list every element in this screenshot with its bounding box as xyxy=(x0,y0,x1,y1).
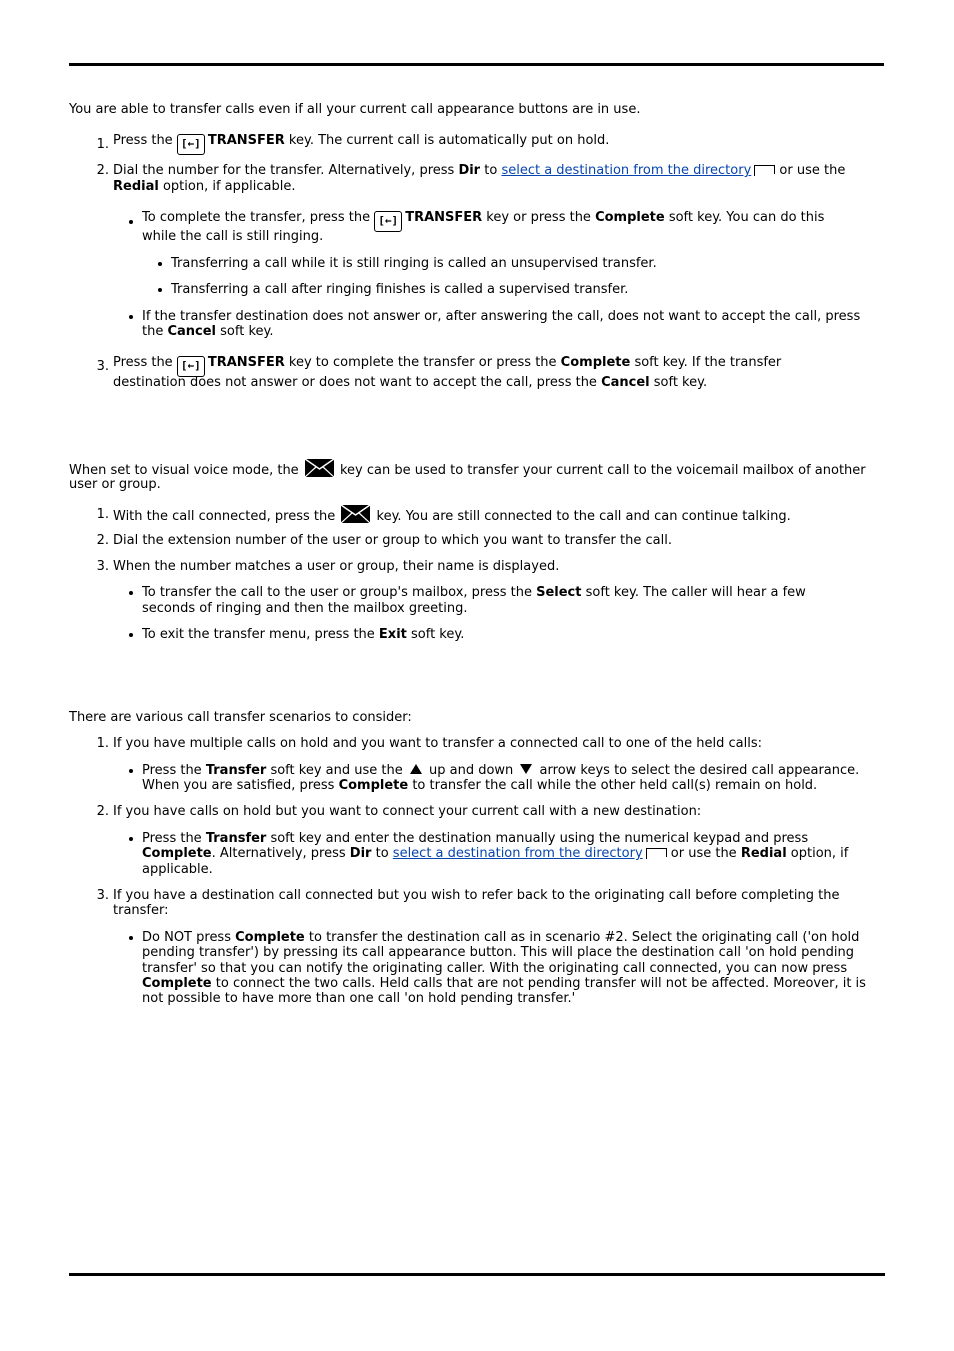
s1-step3: Press the [←] TRANSFER key to complete the transfer or press the Complete soft key. If the transfer xyxy=(113,355,781,377)
s1-bullet2: If the transfer destination does not answer or, after answering the call, does not want to accept the call, press xyxy=(142,309,861,324)
s3-item3-bullet-line2: pending transfer') by pressing its call appearance button. This will place the destination call 'on hold pending xyxy=(142,945,854,960)
bullet xyxy=(129,315,133,319)
bullet xyxy=(129,633,133,637)
message-key-icon xyxy=(305,459,334,477)
down-arrow-icon xyxy=(520,764,532,774)
bullet xyxy=(129,837,133,841)
s1-intro: You are able to transfer calls even if all your current call appearance buttons are in use. xyxy=(69,102,641,117)
message-key-icon xyxy=(341,505,370,523)
s3-item1: If you have multiple calls on hold and you want to transfer a connected call to one of the held calls: xyxy=(113,736,763,751)
s3-item1-bullet: Press the Transfer soft key and use the up and down arrow keys to select the desired call appearance. xyxy=(142,763,860,778)
transfer-key-icon: [←] xyxy=(177,356,205,377)
bullet xyxy=(158,262,162,266)
s3-item3-bullet: Do NOT press Complete to transfer the destination call as in scenario #2. Select the originating call ('on hold xyxy=(142,930,860,945)
up-arrow-icon xyxy=(410,764,422,774)
s1-step2-line2: Redial option, if applicable. xyxy=(113,179,296,194)
transfer-key-icon: [←] xyxy=(374,211,402,232)
s2-step1-number: 1. xyxy=(96,507,109,522)
s1-step3-line2: destination does not answer or does not want to accept the call, press the Cancel soft key. xyxy=(113,375,708,390)
bullet xyxy=(129,591,133,595)
s1-subbullet2: Transferring a call after ringing finishes is called a supervised transfer. xyxy=(171,282,629,297)
s3-item2-bullet-line3: applicable. xyxy=(142,862,213,877)
bullet xyxy=(129,220,133,224)
s1-subbullet1: Transferring a call while it is still ringing is called an unsupervised transfer. xyxy=(171,256,657,271)
s3-item2: If you have calls on hold but you want to connect your current call with a new destination: xyxy=(113,804,702,819)
s2-intro: When set to visual voice mode, the key can be used to transfer your current call to the voicemail mailbox of another xyxy=(69,459,866,479)
s1-step2-number: 2. xyxy=(96,163,109,178)
s2-step2-number: 2. xyxy=(96,533,109,548)
popup-marker-icon xyxy=(646,848,667,859)
s3-item2-bullet-line2: Complete. Alternatively, press Dir to select a destination from the directory or use the Redial option, if xyxy=(142,846,849,861)
s2-step3-number: 3. xyxy=(96,559,109,574)
s3-item3-number: 3. xyxy=(96,888,109,903)
s2-bullet1-line2: seconds of ringing and then the mailbox greeting. xyxy=(142,601,468,616)
header-rule xyxy=(69,63,884,66)
s3-intro: There are various call transfer scenarios to consider: xyxy=(69,710,412,725)
s2-bullet1: To transfer the call to the user or group's mailbox, press the Select soft key. The caller will hear a few xyxy=(142,585,806,600)
s3-item2-number: 2. xyxy=(96,804,109,819)
popup-marker-icon xyxy=(754,165,775,176)
s3-item3-bullet-line4: Complete to connect the two calls. Held calls that are not pending transfer will not be affected. Moreover, it is xyxy=(142,976,866,991)
s2-step2: Dial the extension number of the user or group to which you want to transfer the call. xyxy=(113,533,672,548)
footer-rule xyxy=(69,1273,885,1276)
s2-step1: With the call connected, press the key. You are still connected to the call and can continue talking. xyxy=(113,505,791,525)
s1-step3-number: 3. xyxy=(96,359,109,374)
s3-item2-bullet: Press the Transfer soft key and enter the destination manually using the numerical keypad and press xyxy=(142,831,809,846)
s1-step1: Press the [←] TRANSFER key. The current call is automatically put on hold. xyxy=(113,133,609,155)
s3-item3: If you have a destination call connected but you wish to refer back to the originating call before completing the xyxy=(113,888,840,903)
s3-item1-number: 1. xyxy=(96,736,109,751)
s1-bullet1-line2: while the call is still ringing. xyxy=(142,229,324,244)
s3-item3-bullet-line3: transfer' so that you can notify the originating caller. With the originating call connected, you can now press xyxy=(142,961,848,976)
directory-link[interactable]: select a destination from the directory xyxy=(501,163,752,178)
bullet xyxy=(158,288,162,292)
s3-item3-line2: transfer: xyxy=(113,903,169,918)
bullet xyxy=(129,769,133,773)
s1-step2: Dial the number for the transfer. Alternatively, press Dir to select a destination from the directory or use the xyxy=(113,163,846,178)
s2-bullet2: To exit the transfer menu, press the Exit soft key. xyxy=(142,627,465,642)
s1-bullet1: To complete the transfer, press the [←] TRANSFER key or press the Complete soft key. You can do this xyxy=(142,210,824,232)
directory-link[interactable]: select a destination from the directory xyxy=(392,846,643,861)
transfer-key-icon: [←] xyxy=(177,134,205,155)
s2-step3: When the number matches a user or group, their name is displayed. xyxy=(113,559,560,574)
s1-bullet2-line2: the Cancel soft key. xyxy=(142,324,274,339)
s3-item1-bullet-line2: When you are satisfied, press Complete to transfer the call while the other held call(s) remain on hold. xyxy=(142,778,818,793)
s2-intro-line2: user or group. xyxy=(69,477,161,492)
s3-item3-bullet-line5: not possible to have more than one call 'on hold pending transfer.' xyxy=(142,991,576,1006)
bullet xyxy=(129,936,133,940)
s1-step1-number: 1. xyxy=(96,137,109,152)
